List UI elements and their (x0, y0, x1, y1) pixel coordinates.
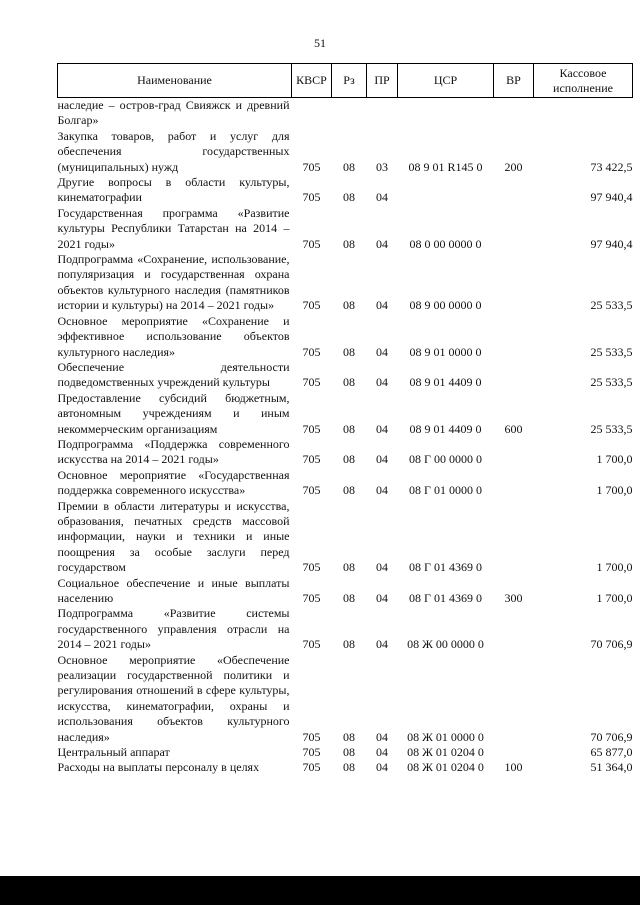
row-name: Подпрограмма «Сохранение, использование, популяризация и государственная охрана объектов культурного наследия (памятников истории и культуры) на 2014 – 2021 годы» (57, 252, 290, 313)
row-csr: 08 Г 01 4369 0 (409, 560, 482, 575)
row-amount: 73 422,5 (590, 159, 633, 174)
row-kvsr: 705 (302, 560, 321, 575)
row-amount: 1 700,0 (596, 560, 633, 575)
row-name: наследие – остров-град Свияжск и древний Болгар» (57, 98, 290, 128)
table-row (58, 576, 633, 607)
row-name: Государственная программа «Развитие культуры Республики Татарстан на 2014 – 2021 годы» (57, 205, 290, 251)
table-row (58, 129, 633, 175)
header-name: Наименование (58, 64, 292, 98)
row-name: Расходы на выплаты персоналу в целях (57, 760, 260, 775)
row-csr: 08 Ж 01 0204 0 (407, 760, 484, 775)
table-row (58, 98, 633, 129)
row-vr: 600 (504, 421, 523, 436)
row-name: Социальное обеспечение и иные выплаты населению (57, 575, 290, 605)
row-vr (494, 252, 534, 314)
row-csr: 08 0 00 0000 0 (409, 236, 482, 251)
header-csr: ЦСР (398, 64, 494, 98)
row-pr: 04 (376, 375, 388, 390)
row-amount: 65 877,0 (590, 745, 633, 760)
row-rz: 08 (343, 452, 355, 467)
row-pr: 03 (376, 159, 388, 174)
header-amount: Кассовое исполнение (534, 64, 633, 98)
row-kvsr: 705 (302, 637, 321, 652)
row-vr (494, 606, 534, 652)
row-rz (332, 98, 367, 129)
row-kvsr: 705 (302, 760, 321, 775)
row-rz: 08 (343, 421, 355, 436)
row-amount: 25 533,5 (590, 298, 633, 313)
row-csr: 08 Г 00 0000 0 (409, 452, 482, 467)
row-kvsr: 705 (302, 483, 321, 498)
row-pr: 04 (376, 483, 388, 498)
row-amount: 25 533,5 (590, 344, 633, 359)
row-csr: 08 9 01 0000 0 (409, 344, 482, 359)
row-amount: 70 706,9 (590, 729, 633, 744)
row-amount: 1 700,0 (596, 591, 633, 605)
row-kvsr: 705 (302, 375, 321, 390)
row-amount (534, 98, 633, 129)
row-rz: 08 (343, 591, 355, 605)
row-pr: 04 (376, 729, 388, 744)
row-name: Подпрограмма «Развитие системы государственного управления отрасли на 2014 – 2021 годы» (57, 606, 290, 652)
row-kvsr: 705 (302, 729, 321, 744)
table-row (58, 252, 633, 314)
row-name: Основное мероприятие «Сохранение и эффективное использование объектов культурного наследия» (57, 313, 290, 359)
header-rz: Рз (332, 64, 367, 98)
table-row (58, 206, 633, 252)
page-number: 51 (314, 36, 326, 50)
row-rz: 08 (343, 236, 355, 251)
row-pr: 04 (376, 745, 388, 760)
row-csr (398, 175, 494, 206)
scan-bottom-edge (0, 876, 640, 905)
table-header-row (58, 64, 633, 98)
row-amount: 25 533,5 (590, 421, 633, 436)
row-csr (398, 98, 494, 129)
row-amount: 1 700,0 (596, 452, 633, 467)
row-kvsr: 705 (302, 745, 321, 760)
row-pr: 04 (376, 298, 388, 313)
row-csr: 08 9 01 R145 0 (408, 159, 483, 174)
row-vr (494, 437, 534, 468)
table-row (58, 760, 633, 775)
row-name: Предоставление субсидий бюджетным, автономным учреждениям и иным некоммерческим организациям (57, 390, 290, 436)
row-pr: 04 (376, 421, 388, 436)
row-name: Премии в области литературы и искусства, образования, печатных средств массовой информации, науки и техники и иные поощрения за особые заслуги перед государством (57, 498, 290, 575)
table-row (58, 175, 633, 206)
row-rz: 08 (343, 159, 355, 174)
row-vr (494, 468, 534, 499)
row-rz: 08 (343, 298, 355, 313)
row-amount: 1 700,0 (596, 483, 633, 498)
header-vr: ВР (494, 64, 534, 98)
row-kvsr: 705 (302, 344, 321, 359)
row-csr: 08 9 01 4409 0 (409, 375, 482, 390)
row-pr: 04 (376, 344, 388, 359)
row-pr: 04 (376, 452, 388, 467)
table-row (58, 745, 633, 760)
row-kvsr: 705 (302, 159, 321, 174)
row-vr (494, 360, 534, 391)
row-vr (494, 745, 534, 760)
row-rz: 08 (343, 483, 355, 498)
row-amount: 97 940,4 (590, 236, 633, 251)
row-vr: 100 (504, 760, 523, 775)
row-pr: 04 (376, 591, 388, 605)
row-name: Основное мероприятие «Государственная поддержка современного искусства» (57, 467, 290, 498)
table-row (58, 606, 633, 652)
row-pr (367, 98, 398, 129)
budget-execution-table (57, 63, 633, 776)
row-kvsr: 705 (302, 190, 321, 205)
row-rz: 08 (343, 729, 355, 744)
row-pr: 04 (376, 190, 388, 205)
row-pr: 04 (376, 637, 388, 652)
row-rz: 08 (343, 560, 355, 575)
row-kvsr: 705 (302, 452, 321, 467)
table-row (58, 360, 633, 391)
table-row (58, 499, 633, 576)
row-name: Обеспечение деятельности подведомственных учреждений культуры (57, 359, 290, 390)
row-vr: 200 (504, 159, 523, 174)
row-name: Закупка товаров, работ и услуг для обеспечения государственных (муниципальных) нужд (57, 128, 290, 174)
row-pr: 04 (376, 236, 388, 251)
row-kvsr: 705 (302, 591, 321, 605)
row-csr: 08 Г 01 4369 0 (409, 591, 482, 605)
row-name: Основное мероприятие «Обеспечение реализации государственной политики и регулирования отношений в сфере культуры, искусства, кинематографии, охраны и использования объектов культурного наследия» (57, 652, 290, 744)
row-pr: 04 (376, 760, 388, 775)
row-amount: 51 364,0 (590, 760, 633, 775)
table-row (58, 314, 633, 360)
row-rz: 08 (343, 344, 355, 359)
table-row (58, 391, 633, 437)
row-amount: 25 533,5 (590, 375, 633, 390)
row-name: Центральный аппарат (57, 745, 170, 760)
row-pr: 04 (376, 560, 388, 575)
row-csr: 08 9 01 4409 0 (409, 421, 482, 436)
row-name: Другие вопросы в области культуры, кинематографии (57, 175, 290, 205)
table-row (58, 468, 633, 499)
row-csr: 08 Ж 01 0204 0 (407, 745, 484, 760)
row-rz: 08 (343, 745, 355, 760)
row-kvsr: 705 (302, 298, 321, 313)
row-csr: 08 Г 01 0000 0 (409, 483, 482, 498)
row-name: Подпрограмма «Поддержка современного искусства на 2014 – 2021 годы» (57, 436, 290, 467)
row-rz: 08 (343, 760, 355, 775)
table-body (58, 98, 633, 776)
row-rz: 08 (343, 190, 355, 205)
row-kvsr: 705 (302, 421, 321, 436)
row-csr: 08 Ж 01 0000 0 (407, 729, 484, 744)
table-row (58, 437, 633, 468)
row-csr: 08 Ж 00 0000 0 (407, 637, 484, 652)
row-amount: 70 706,9 (590, 637, 633, 652)
row-amount: 97 940,4 (590, 190, 633, 205)
row-vr (494, 499, 534, 576)
row-vr (494, 314, 534, 360)
row-rz: 08 (343, 375, 355, 390)
header-kvsr: КВСР (292, 64, 332, 98)
header-pr: ПР (367, 64, 398, 98)
row-csr: 08 9 00 0000 0 (409, 298, 482, 313)
row-vr (494, 653, 534, 745)
row-vr (494, 98, 534, 129)
row-vr: 300 (504, 591, 523, 605)
row-vr (494, 175, 534, 206)
row-vr (494, 206, 534, 252)
row-rz: 08 (343, 637, 355, 652)
row-kvsr (292, 98, 332, 129)
row-kvsr: 705 (302, 236, 321, 251)
table-row (58, 653, 633, 745)
